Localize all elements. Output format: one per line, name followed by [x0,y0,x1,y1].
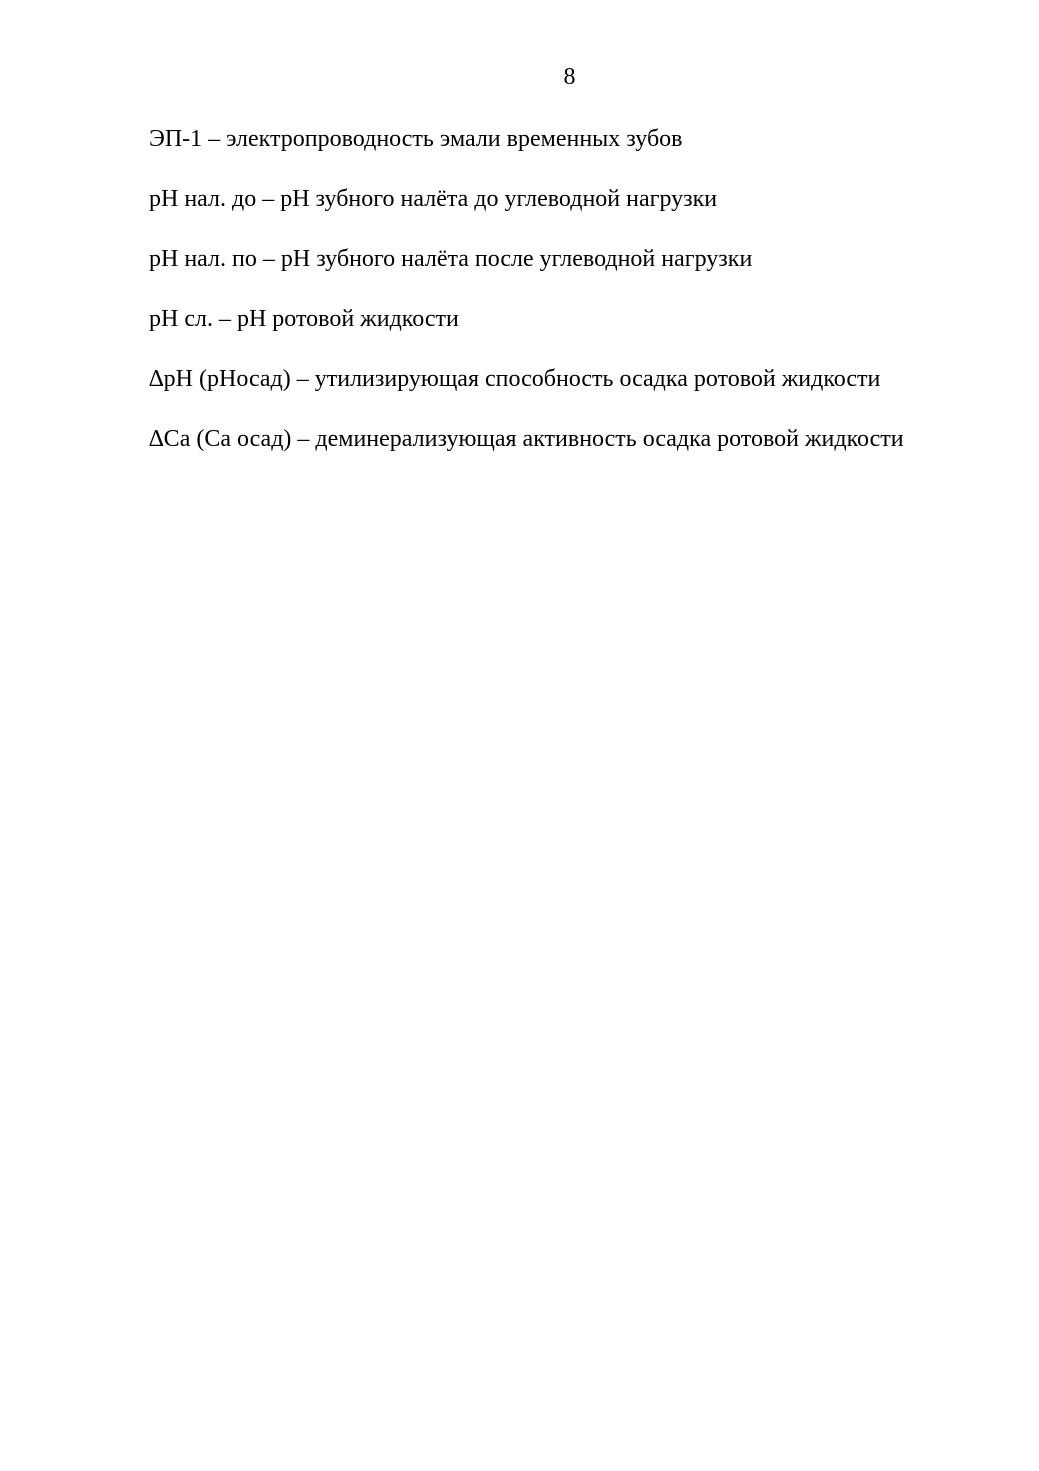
abbreviation-item: ∆Са (Са осад) – деминерализующая активность осадка ротовой жидкости [149,426,904,452]
abbreviation-item: рН сл. – рН ротовой жидкости [149,306,459,332]
page-number: 8 [563,64,576,90]
abbreviation-item: ∆рН (рНосад) – утилизирующая способность осадка ротовой жидкости [149,366,881,392]
abbreviation-item: рН нал. по – рН зубного налёта после углеводной нагрузки [149,246,753,272]
abbreviation-item: ЭП-1 – электропроводность эмали временных зубов [149,126,683,152]
abbreviation-item: рН нал. до – рН зубного налёта до углеводной нагрузки [149,186,718,212]
abbreviation-list [149,124,904,484]
